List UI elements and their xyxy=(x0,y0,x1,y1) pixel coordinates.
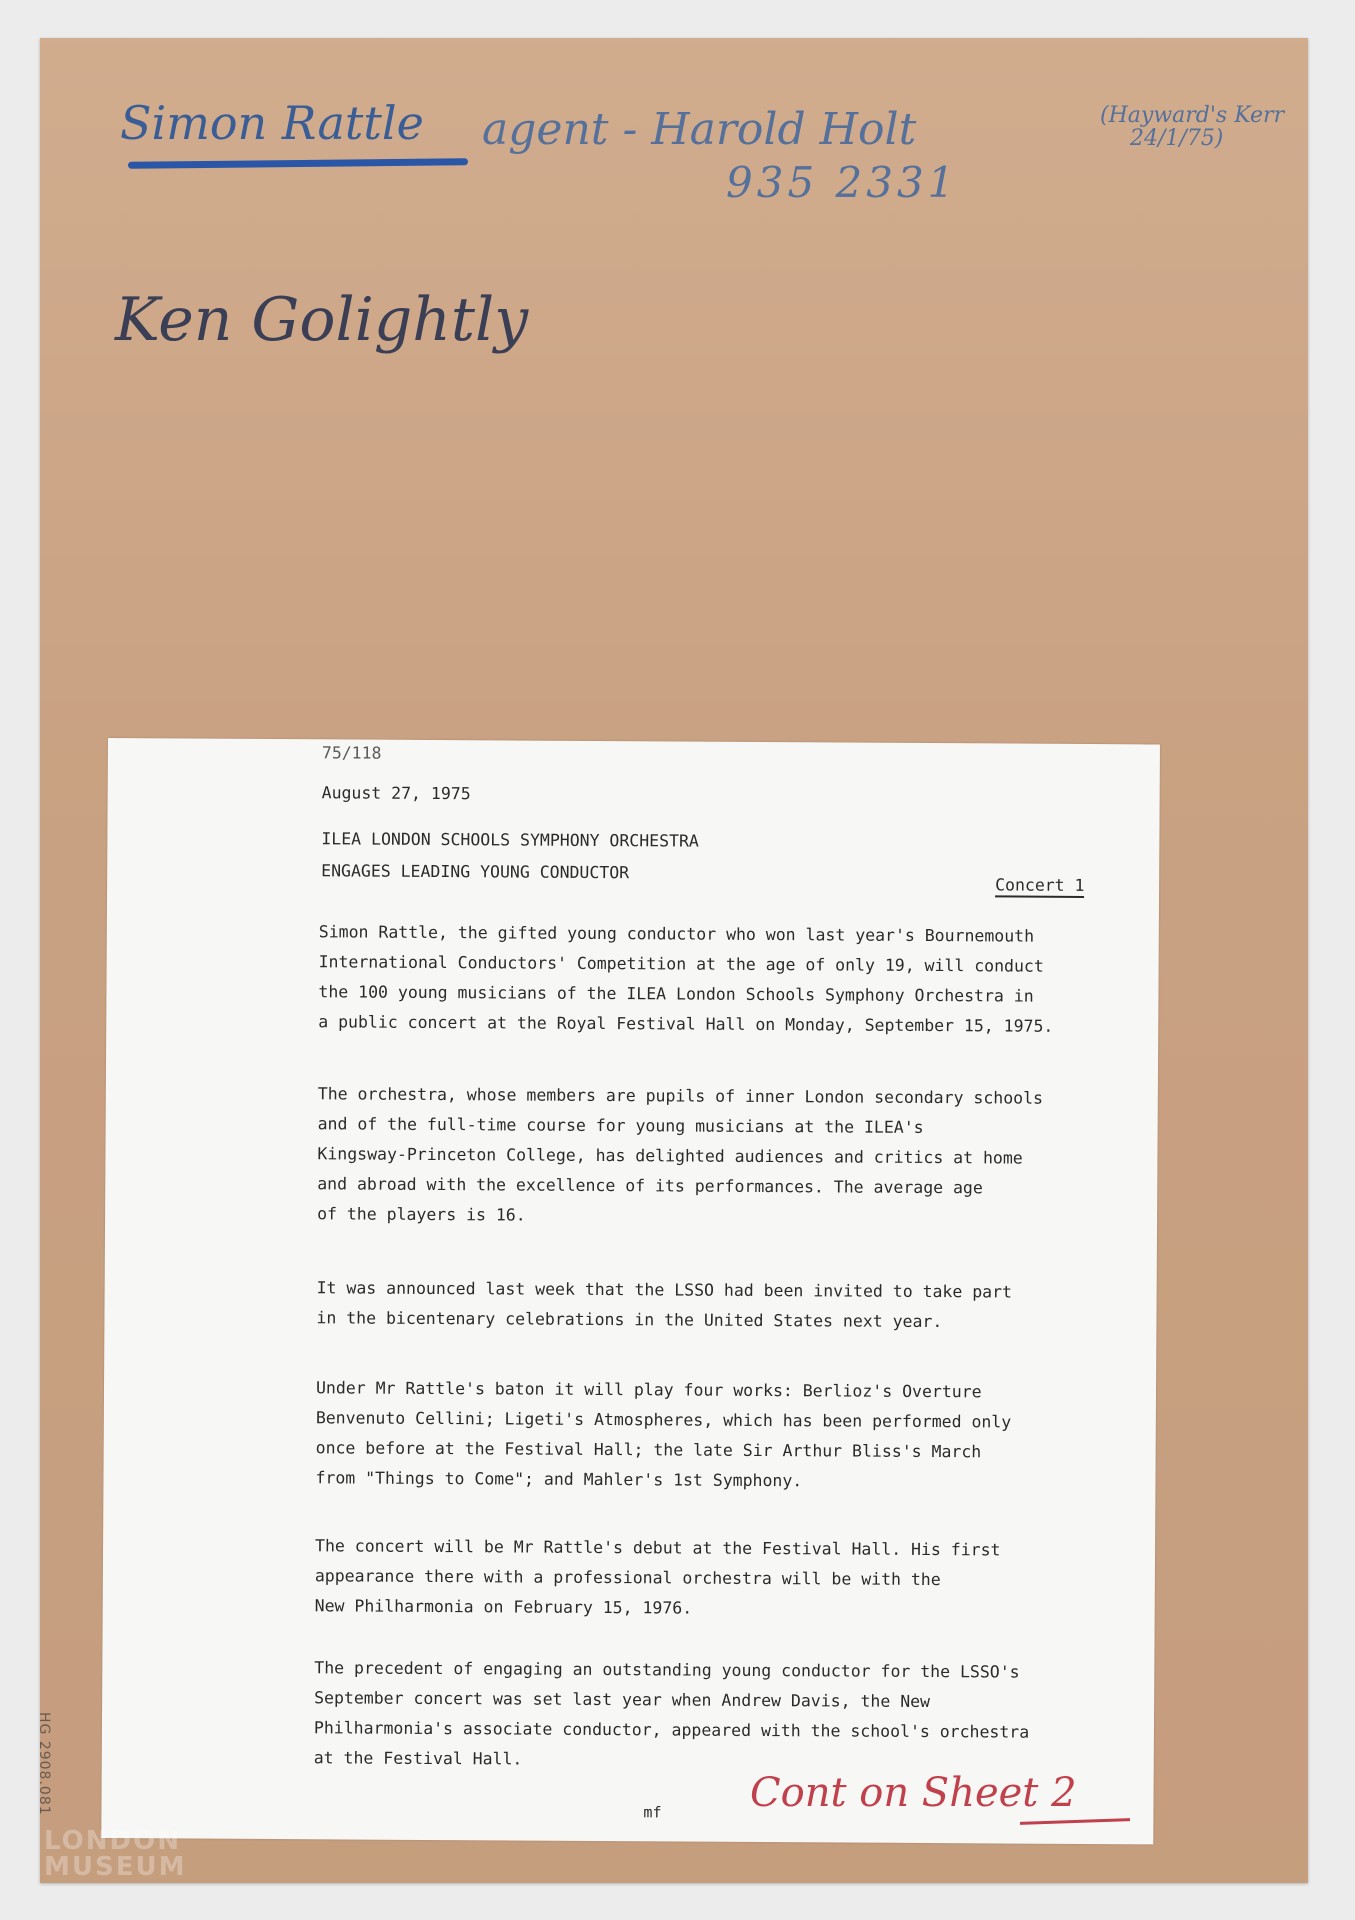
paragraph-line: The precedent of engaging an outstanding young conductor for the LSSO's xyxy=(314,1658,1020,1682)
catalogue-number: HG 2908.081 xyxy=(36,1712,52,1816)
paragraph-line: Under Mr Rattle's baton it will play four works: Berlioz's Overture xyxy=(315,1378,982,1402)
document-date: August 27, 1975 xyxy=(321,783,471,804)
paragraph-line: Benvenuto Cellini; Ligeti's Atmospheres, which has been performed only xyxy=(315,1408,1012,1432)
paragraph-line: at the Festival Hall. xyxy=(313,1748,523,1769)
paragraph-line: appearance there with a professional orchestra will be with the xyxy=(314,1566,941,1590)
paragraph-1 xyxy=(318,917,1054,1041)
headline-line-1: ILEA LONDON SCHOOLS SYMPHONY ORCHESTRA xyxy=(321,829,699,851)
paragraph-line: and of the full-time course for young musicians at the ILEA's xyxy=(317,1114,924,1137)
paragraph-3 xyxy=(316,1273,1012,1337)
paragraph-2 xyxy=(317,1079,1043,1233)
paragraph-line: in the bicentenary celebrations in the United States next year. xyxy=(316,1308,943,1332)
paragraph-line: The orchestra, whose members are pupils of inner London secondary schools xyxy=(317,1084,1044,1108)
reference-number: 75/118 xyxy=(321,743,382,763)
typist-initials: mf xyxy=(643,1803,662,1822)
handwritten-agent: agent - Harold Holt xyxy=(482,104,917,155)
paragraph-5 xyxy=(315,1531,1001,1625)
paragraph-line: the 100 young musicians of the ILEA London Schools Symphony Orchestra in xyxy=(318,982,1034,1006)
watermark-line-1: LONDON xyxy=(44,1826,181,1856)
paragraph-line: Simon Rattle, the gifted young conductor who won last year's Bournemouth xyxy=(318,922,1035,946)
handwritten-phone: 935 2331 xyxy=(726,158,959,207)
paragraph-line: Philharmonia's associate conductor, appeared with the school's orchestra xyxy=(313,1718,1030,1742)
paragraph-6 xyxy=(314,1653,1030,1777)
paragraph-line: of the players is 16. xyxy=(317,1204,526,1225)
headline-line-2: ENGAGES LEADING YOUNG CONDUCTOR xyxy=(321,861,630,883)
paragraph-line: a public concert at the Royal Festival Hall on Monday, September 15, 1975. xyxy=(318,1012,1054,1036)
handwritten-signature: Ken Golightly xyxy=(115,285,529,355)
handwritten-name: Simon Rattle xyxy=(120,96,424,150)
paragraph-line: September concert was set last year when Andrew Davis, the New xyxy=(314,1688,931,1712)
handwritten-continuation-note: Cont on Sheet 2 xyxy=(750,1770,1077,1816)
paragraph-line: from "Things to Come"; and Mahler's 1st Symphony. xyxy=(315,1468,803,1491)
paragraph-line: International Conductors' Competition at the age of only 19, will conduct xyxy=(318,952,1044,976)
watermark-line-2: MUSEUM xyxy=(44,1852,187,1882)
paragraph-line: It was announced last week that the LSSO had been invited to take part xyxy=(316,1278,1013,1302)
paragraph-4 xyxy=(315,1373,1011,1497)
handwritten-note xyxy=(1100,104,1284,150)
press-release-sheet xyxy=(101,738,1160,1844)
paragraph-line: The concert will be Mr Rattle's debut at the Festival Hall. His first xyxy=(315,1536,1001,1560)
paragraph-line: and abroad with the excellence of its performances. The average age xyxy=(317,1174,983,1198)
museum-watermark xyxy=(44,1828,186,1880)
paragraph-line: once before at the Festival Hall; the late Sir Arthur Bliss's March xyxy=(315,1438,982,1462)
concert-label: Concert 1 xyxy=(995,875,1085,898)
paragraph-line: Kingsway-Princeton College, has delighted audiences and critics at home xyxy=(317,1144,1023,1168)
handwritten-note-line2: 24/1/75) xyxy=(1130,126,1224,152)
handwritten-note-line1: (Hayward's Kerr xyxy=(1100,103,1285,128)
paragraph-line: New Philharmonia on February 15, 1976. xyxy=(314,1596,693,1618)
